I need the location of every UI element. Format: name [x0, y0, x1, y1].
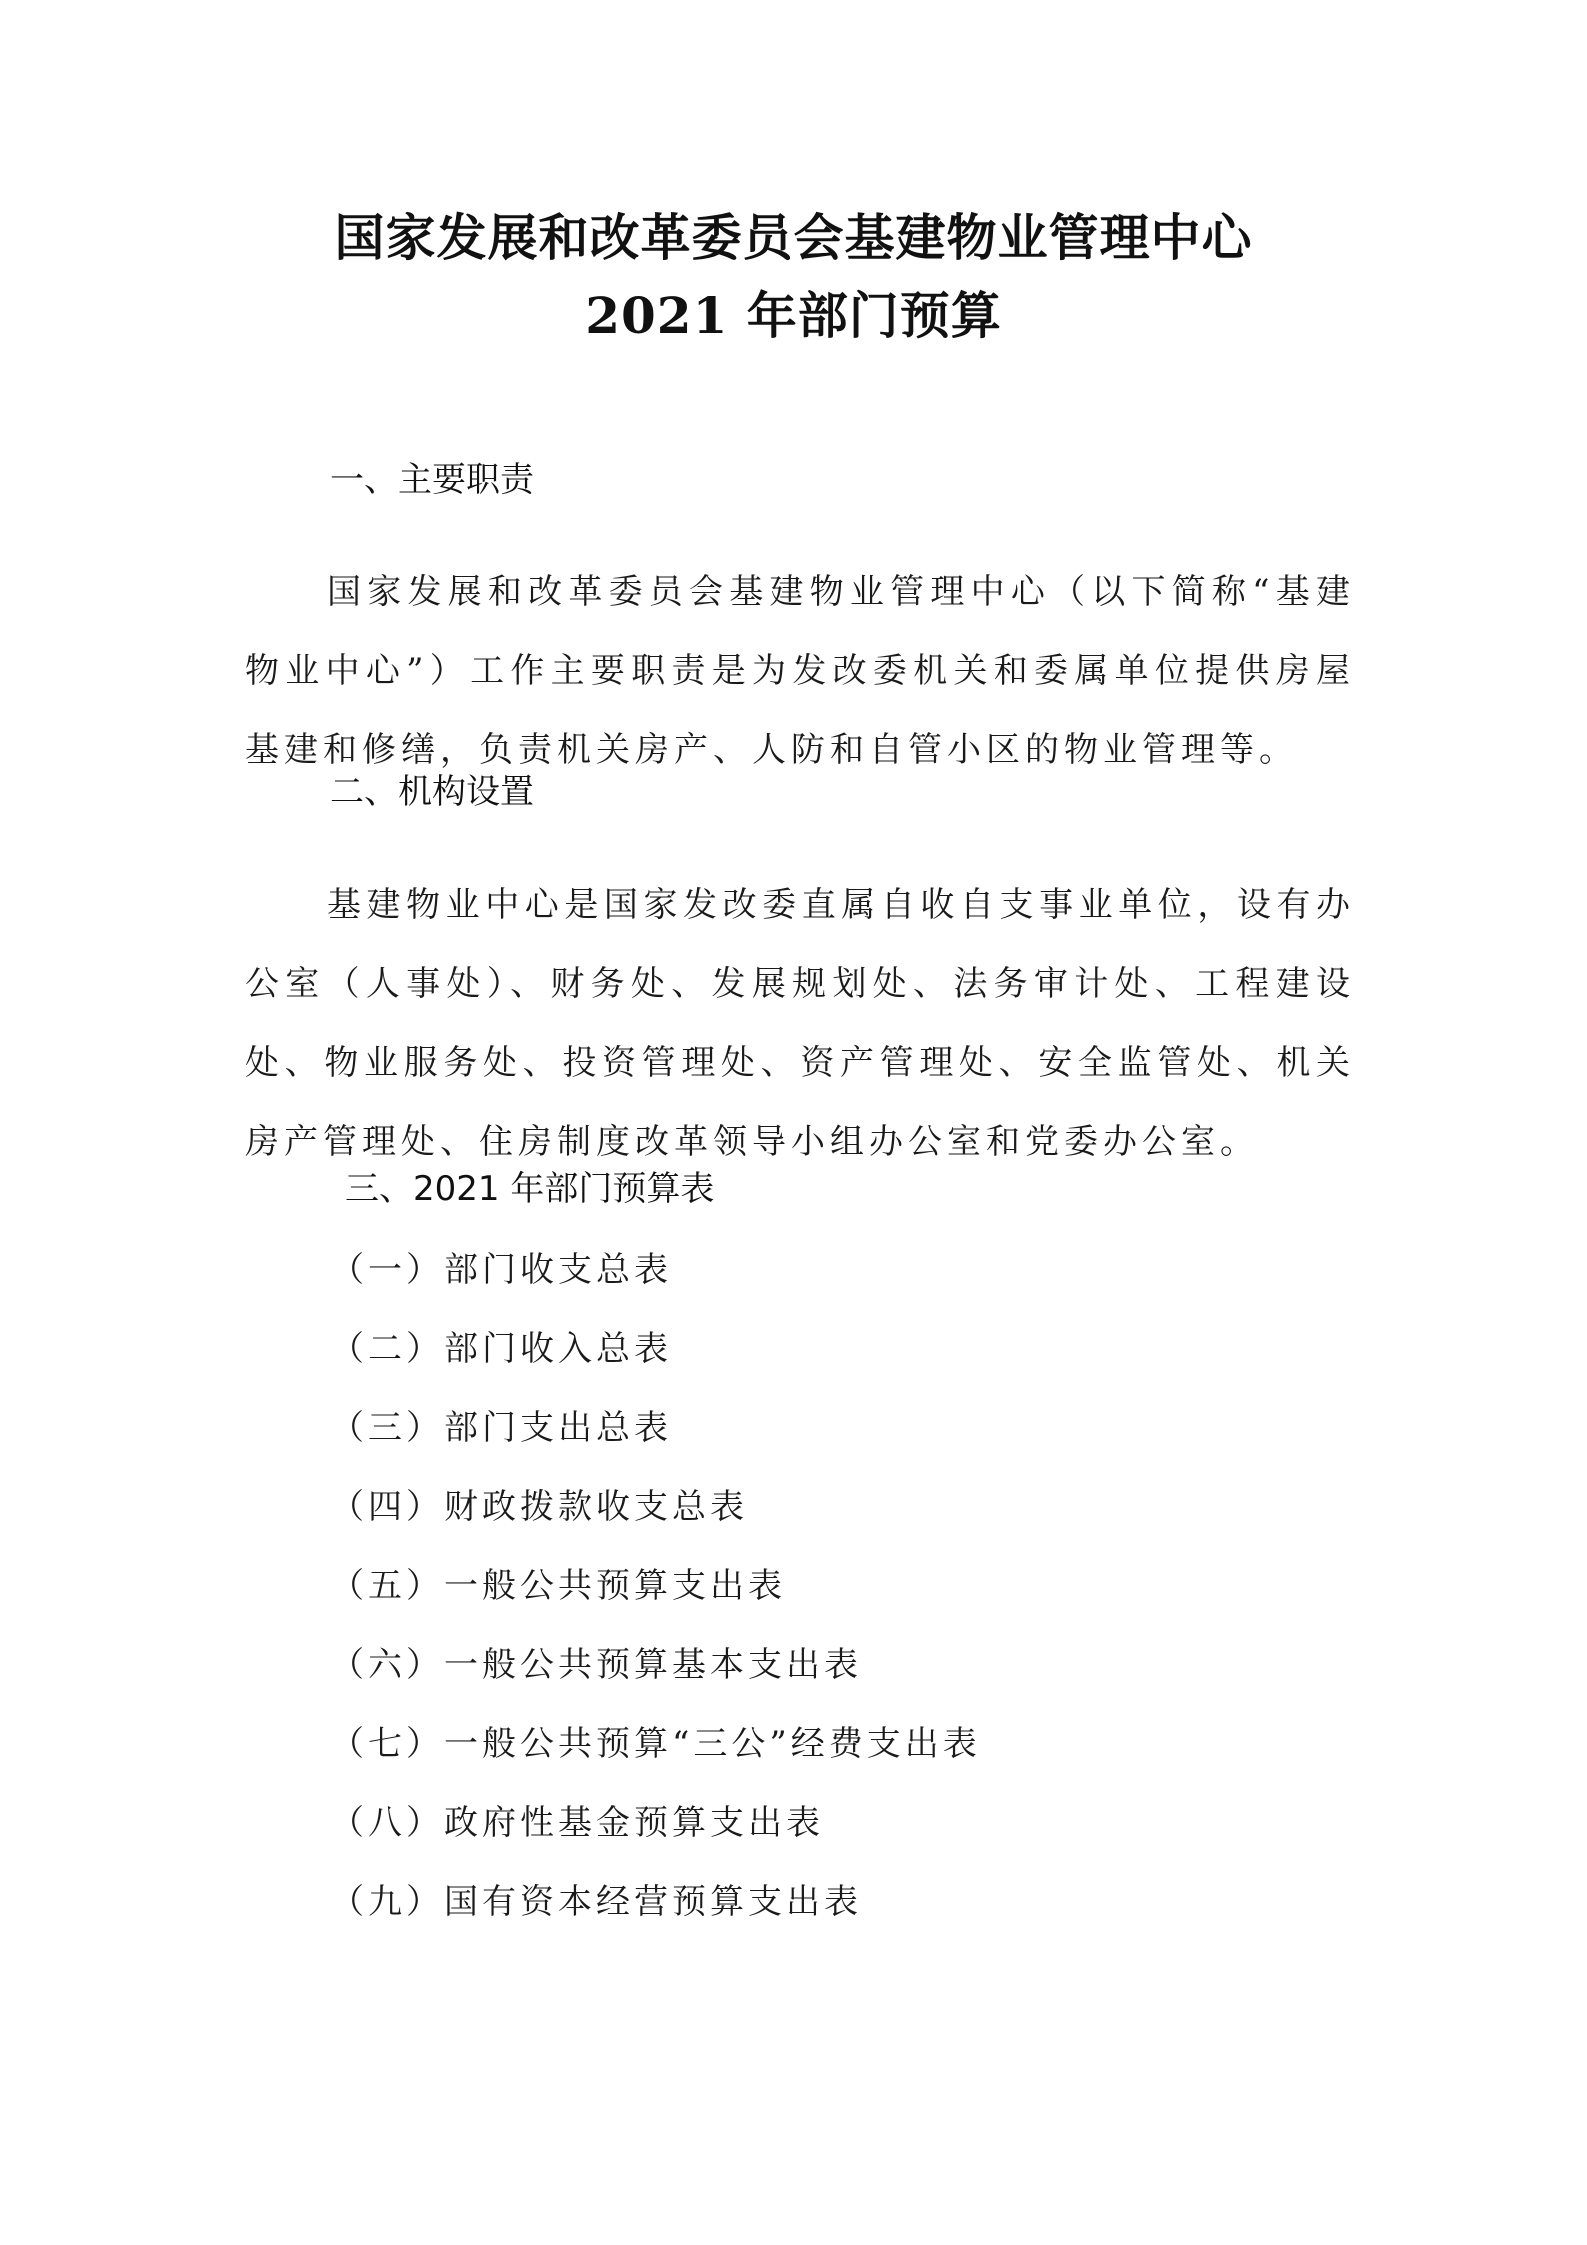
budget-table-item: （八）政府性基金预算支出表	[330, 1803, 824, 1843]
budget-table-item: （九）国有资本经营预算支出表	[330, 1882, 862, 1922]
budget-table-item: （三）部门支出总表	[330, 1408, 672, 1448]
document-title-line-2: 2021 年部门预算	[585, 286, 1002, 345]
section-heading-duties: 一、主要职责	[330, 460, 534, 500]
budget-table-list	[330, 1231, 981, 1942]
document-title-line-1: 国家发展和改革委员会基建物业管理中心	[334, 208, 1253, 267]
budget-table-item: （四）财政拨款收支总表	[330, 1487, 748, 1527]
budget-table-item: （六）一般公共预算基本支出表	[330, 1645, 862, 1685]
budget-table-item: （七）一般公共预算“三公”经费支出表	[330, 1724, 981, 1764]
section-heading-budget-tables: 三、2021 年部门预算表	[345, 1169, 715, 1209]
section-heading-organization: 二、机构设置	[330, 772, 534, 812]
section-paragraph-organization: 基建物业中心是国家发改委直属自收自支事业单位，设有办公室（人事处）、财务处、发展规划处、法务审计处、工程建设处、物业服务处、投资管理处、资产管理处、安全监管处、机关房产管理处、住房制度改革领导小组办公室和党委办公室。	[245, 885, 1355, 1162]
budget-table-item: （一）部门收支总表	[330, 1250, 672, 1290]
budget-table-item: （二）部门收入总表	[330, 1329, 672, 1369]
budget-table-item: （五）一般公共预算支出表	[330, 1566, 786, 1606]
section-paragraph-duties: 国家发展和改革委员会基建物业管理中心（以下简称“基建物业中心”）工作主要职责是为发改委机关和委属单位提供房屋基建和修缮，负责机关房产、人防和自管小区的物业管理等。	[245, 572, 1355, 770]
